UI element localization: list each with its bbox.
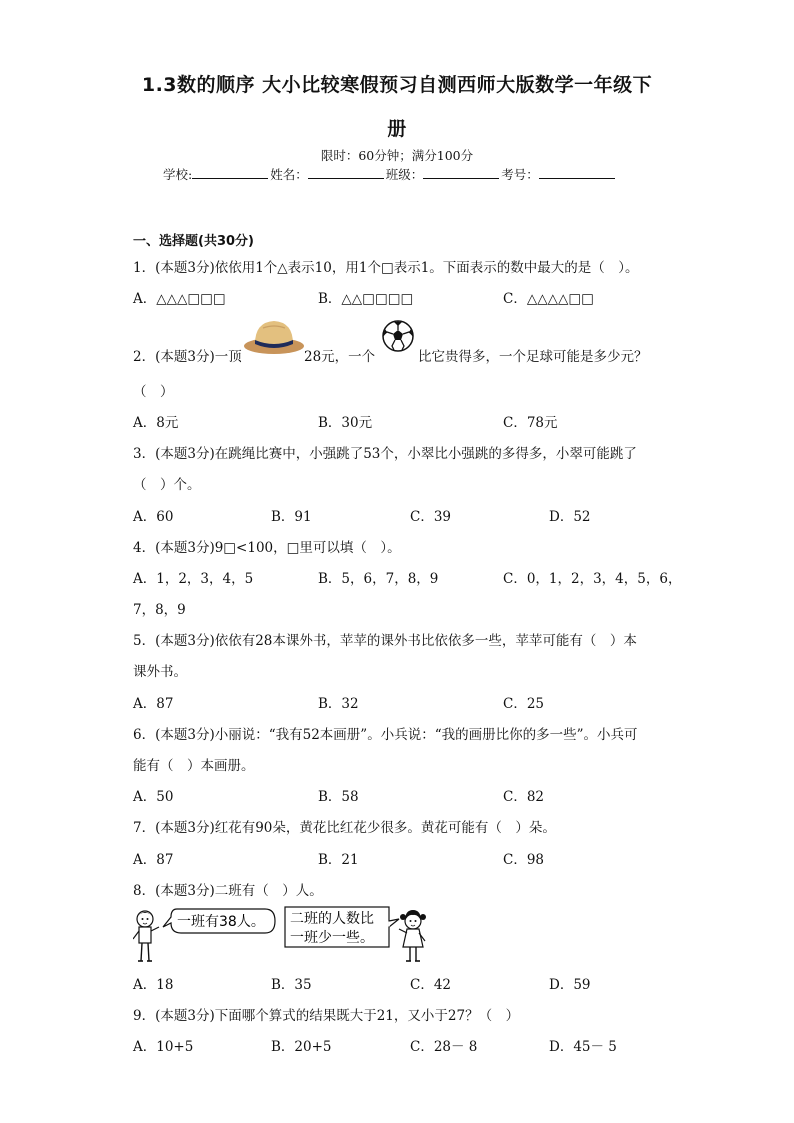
exam-no-blank[interactable]: [539, 166, 615, 179]
q2-option-a[interactable]: A．8元: [133, 415, 179, 431]
q3-option-b[interactable]: B．91: [271, 509, 312, 525]
question-5-stem-line2: 课外书。: [133, 664, 187, 680]
bubble-right-text-line2: 一班少一些。: [290, 930, 374, 946]
question-2-stem-part1: 2．(本题3分)一顶: [133, 349, 242, 365]
q1-option-b[interactable]: B．△△□□□□: [318, 291, 414, 307]
girl-figure-icon: [399, 910, 426, 961]
question-3-stem: 3．(本题3分)在跳绳比赛中，小强跳了53个，小翠比小强跳的多得多，小翠可能跳了: [133, 446, 637, 462]
q4-option-a[interactable]: A．1，2，3，4，5: [133, 571, 254, 587]
q3-option-c[interactable]: C．39: [410, 509, 452, 525]
school-blank[interactable]: [192, 166, 268, 179]
q4-option-c-continued: 7，8，9: [133, 602, 186, 618]
question-9-stem: 9．(本题3分)下面哪个算式的结果既大于21，又小于27？（ ）: [133, 1008, 520, 1024]
q1-option-c[interactable]: C．△△△△□□: [503, 291, 594, 307]
q7-option-a[interactable]: A．87: [133, 852, 174, 868]
question-1-stem: 1．(本题3分)依依用1个△表示10，用1个□表示1。下面表示的数中最大的是（ ）。: [133, 260, 639, 276]
q3-option-d[interactable]: D．52: [549, 509, 591, 525]
page-title: 1.3数的顺序 大小比较寒假预习自测西师大版数学一年级下: [141, 74, 653, 96]
bubble-left-text: 一班有38人。: [177, 914, 265, 930]
boy-figure-icon: [133, 911, 159, 961]
q8-option-d[interactable]: D．59: [549, 977, 591, 993]
q9-option-c[interactable]: C．28－ 8: [410, 1039, 478, 1055]
q8-option-b[interactable]: B．35: [271, 977, 312, 993]
exam-no-label: 考号：: [501, 167, 539, 182]
page-title-continued: 册: [387, 118, 407, 140]
question-5-stem: 5．(本题3分)依依有28本课外书，苹苹的课外书比依依多一些，苹苹可能有（ ）本: [133, 633, 637, 649]
name-blank[interactable]: [308, 166, 384, 179]
q7-option-b[interactable]: B．21: [318, 852, 359, 868]
q9-option-d[interactable]: D．45－ 5: [549, 1039, 617, 1055]
q5-option-b[interactable]: B．32: [318, 696, 359, 712]
time-info: 限时：60分钟；满分100分: [320, 148, 474, 163]
bubble-right-text-line1: 二班的人数比: [290, 911, 374, 927]
question-2-answer-blank: （ ）: [133, 384, 174, 400]
q2-option-b[interactable]: B．30元: [318, 415, 373, 431]
student-info-fields: [163, 165, 617, 183]
question-2-stem-part2: 28元，一个: [304, 349, 376, 365]
q6-option-c[interactable]: C．82: [503, 789, 545, 805]
question-6-stem-line2: 能有（ ）本画册。: [133, 758, 255, 774]
question-8-stem: 8．(本题3分)二班有（ ）人。: [133, 883, 323, 899]
class-label: 班级：: [385, 167, 424, 182]
question-6-stem: 6．(本题3分)小丽说：“我有52本画册”。小兵说：“我的画册比你的多一些”。小兵可: [133, 727, 638, 743]
q3-option-a[interactable]: A．60: [133, 509, 174, 525]
name-label: 姓名：: [270, 167, 308, 182]
q4-option-c[interactable]: C．0，1，2，3，4，5，6，: [503, 571, 682, 587]
q7-option-c[interactable]: C．98: [503, 852, 545, 868]
question-7-stem: 7．(本题3分)红花有90朵，黄花比红花少很多。黄花可能有（ ）朵。: [133, 820, 556, 836]
q1-option-a[interactable]: A．△△△□□□: [133, 291, 226, 307]
q6-option-b[interactable]: B．58: [318, 789, 359, 805]
question-3-stem-line2: （ ）个。: [133, 477, 201, 493]
soccer-ball-icon: [382, 320, 414, 352]
q5-option-c[interactable]: C．25: [503, 696, 545, 712]
q5-option-a[interactable]: A．87: [133, 696, 174, 712]
straw-hat-icon: [243, 318, 305, 356]
question-4-stem: 4．(本题3分)9□<100，□里可以填（ ）。: [133, 540, 401, 556]
question-2-stem-part3: 比它贵得多，一个足球可能是多少元？: [418, 349, 648, 365]
q9-option-b[interactable]: B．20+5: [271, 1039, 332, 1055]
class-blank[interactable]: [423, 166, 499, 179]
q8-option-c[interactable]: C．42: [410, 977, 452, 993]
dialogue-illustration: [133, 905, 433, 967]
section-title: 一、选择题(共30分): [133, 234, 254, 249]
q9-option-a[interactable]: A．10+5: [133, 1039, 194, 1055]
q4-option-b[interactable]: B．5，6，7，8，9: [318, 571, 439, 587]
school-label: 学校:: [163, 167, 193, 182]
q2-option-c[interactable]: C．78元: [503, 415, 558, 431]
q8-option-a[interactable]: A．18: [133, 977, 174, 993]
q6-option-a[interactable]: A．50: [133, 789, 174, 805]
